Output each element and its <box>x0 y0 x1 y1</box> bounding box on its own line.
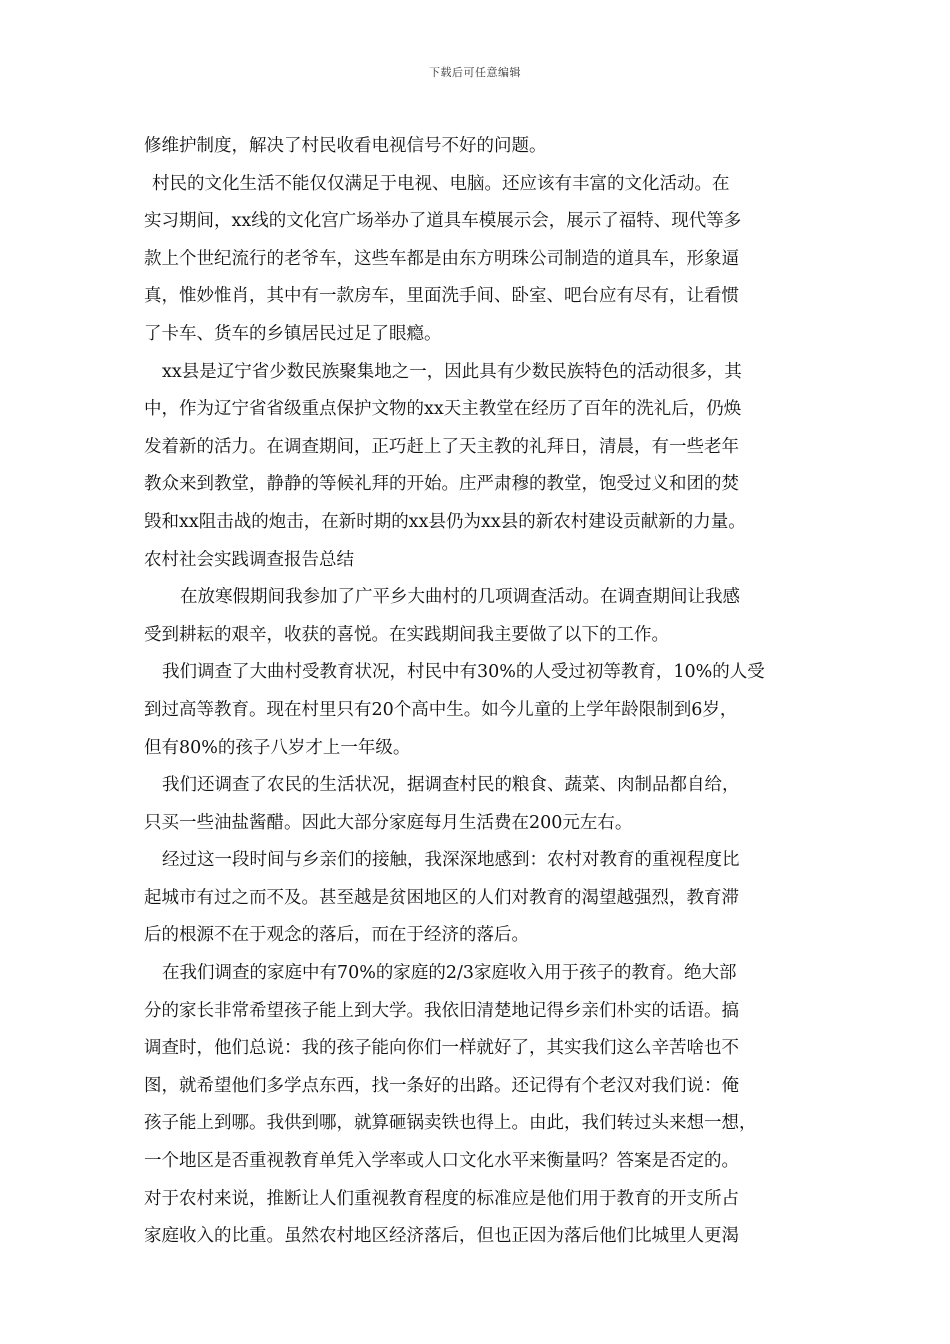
text-line: 毁和xx阻击战的炮击，在新时期的xx县仍为xx县的新农村建设贡献新的力量。 <box>144 511 746 532</box>
text-line: 真，惟妙惟肖，其中有一款房车，里面洗手间、卧室、吧台应有尽有，让看惯 <box>144 286 739 307</box>
document-body <box>144 128 809 1256</box>
text-line: 分的家长非常希望孩子能上到大学。我依旧清楚地记得乡亲们朴实的话语。搞 <box>144 1000 739 1021</box>
text-line: 我们调查了大曲村受教育状况，村民中有30%的人受过初等教育，10%的人受 <box>162 662 765 683</box>
text-line: xx县是辽宁省少数民族聚集地之一，因此具有少数民族特色的活动很多，其 <box>162 361 742 382</box>
text-line: 经过这一段时间与乡亲们的接触，我深深地感到：农村对教育的重视程度比 <box>162 850 740 871</box>
text-line: 家庭收入的比重。虽然农村地区经济落后，但也正因为落后他们比城里人更渴 <box>144 1226 739 1247</box>
text-line: 修维护制度，解决了村民收看电视信号不好的问题。 <box>144 136 547 156</box>
text-line: 只买一些油盐酱醋。因此大部分家庭每月生活费在200元左右。 <box>144 812 633 833</box>
text-line: 调查时，他们总说：我的孩子能向你们一样就好了，其实我们这么辛苦啥也不 <box>144 1038 739 1059</box>
text-line: 受到耕耘的艰辛，收获的喜悦。在实践期间我主要做了以下的工作。 <box>144 624 669 645</box>
text-line: 图，就希望他们多学点东西，找一条好的出路。还记得有个老汉对我们说：俺 <box>144 1075 739 1096</box>
page-header: 下载后可任意编辑 <box>429 66 521 79</box>
text-line: 发着新的活力。在调查期间，正巧赶上了天主教的礼拜日，清晨，有一些老年 <box>144 436 739 457</box>
text-line: 实习期间，xx线的文化宫广场举办了道具车模展示会，展示了福特、现代等多 <box>144 211 742 232</box>
text-line: 教众来到教堂，静静的等候礼拜的开始。庄严肃穆的教堂，饱受过义和团的焚 <box>144 474 739 495</box>
text-line: 到过高等教育。现在村里只有20个高中生。如今儿童的上学年龄限制到6岁， <box>144 699 738 720</box>
text-line: 但有80%的孩子八岁才上一年级。 <box>144 737 411 758</box>
text-line: 款上个世纪流行的老爷车，这些车都是由东方明珠公司制造的道具车，形象逼 <box>144 248 739 269</box>
text-line: 我们还调查了农民的生活状况，据调查村民的粮食、蔬菜、肉制品都自给， <box>162 775 740 796</box>
text-line: 村民的文化生活不能仅仅满足于电视、电脑。还应该有丰富的文化活动。在 <box>152 173 730 194</box>
text-line: 在放寒假期间我参加了广平乡大曲村的几项调查活动。在调查期间让我感 <box>180 587 740 608</box>
text-line: 起城市有过之而不及。甚至越是贫困地区的人们对教育的渴望越强烈，教育滞 <box>144 887 739 908</box>
text-line: 孩子能上到哪。我供到哪，就算砸锅卖铁也得上。由此，我们转过头来想一想， <box>144 1113 757 1134</box>
text-line: 对于农村来说，推断让人们重视教育程度的标准应是他们用于教育的开支所占 <box>144 1188 739 1209</box>
text-line: 一个地区是否重视教育单凭入学率或人口文化水平来衡量吗？答案是否定的。 <box>144 1151 739 1172</box>
text-line: 后的根源不在于观念的落后，而在于经济的落后。 <box>144 925 529 946</box>
text-line: 了卡车、货车的乡镇居民过足了眼瘾。 <box>144 323 442 344</box>
text-line: 中，作为辽宁省省级重点保护文物的xx天主教堂在经历了百年的洗礼后，仍焕 <box>144 399 742 420</box>
text-line: 农村社会实践调查报告总结 <box>144 549 354 570</box>
text-line: 在我们调查的家庭中有70%的家庭的2/3家庭收入用于孩子的教育。绝大部 <box>162 963 737 984</box>
